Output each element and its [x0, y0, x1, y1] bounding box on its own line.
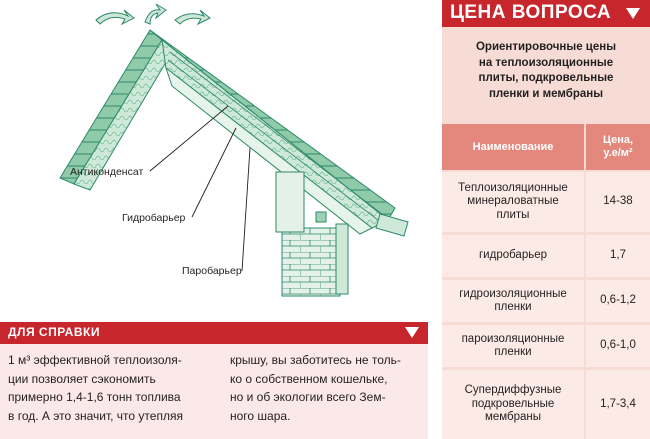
- roof-tiles-left: [60, 30, 162, 184]
- cell-line: гидроизоляционные: [459, 287, 567, 300]
- cell-line: Теплоизоляционные: [458, 181, 568, 194]
- gutter: [376, 214, 408, 236]
- header-line: Цена,: [602, 134, 634, 146]
- callout-vaporbarrier: Паробарьер: [182, 265, 242, 277]
- cell-line: пароизоляционные: [461, 332, 565, 345]
- table-header-price: [586, 124, 650, 170]
- cell-line: мембраны: [484, 411, 542, 424]
- reference-text-right: [230, 351, 422, 425]
- cell-line: пленки: [494, 346, 532, 358]
- cell-line: пленки: [494, 301, 532, 313]
- header-line: у.е/м²: [603, 147, 633, 159]
- cell-line: Супердиффузные: [464, 384, 562, 397]
- insulation-right: [162, 40, 388, 228]
- reference-line: 1 м³ эффективной теплоизоля-: [8, 353, 182, 367]
- triangle-down-icon: [626, 8, 640, 19]
- cell-line: гидробарьер: [478, 249, 548, 262]
- price-panel: [442, 0, 650, 439]
- reference-line: ции позволяет сэкономить: [8, 371, 156, 386]
- subtitle-line: Ориентировочные цены: [475, 41, 617, 53]
- ventilation-arrows: [96, 4, 210, 24]
- leader-lines: [150, 106, 250, 271]
- callout-hydrobarrier: Гидробарьер: [122, 212, 186, 224]
- table-cell-price: 1,7: [586, 235, 650, 277]
- reference-box: [0, 322, 428, 439]
- reference-text-left: [8, 351, 206, 425]
- subtitle-line: плиты, подкровельные: [478, 72, 614, 84]
- table-cell-price: 0,6-1,0: [586, 325, 650, 367]
- table-cell-price: 1,7-3,4: [586, 370, 650, 439]
- callout-anticondensate: Антиконденсат: [70, 166, 144, 178]
- table-cell-name: [442, 325, 584, 367]
- reference-line: ко о собственном кошельке,: [230, 371, 388, 386]
- table-cell-price: 0,6-1,2: [586, 280, 650, 322]
- price-title: ЦЕНА ВОПРОСА: [450, 2, 612, 23]
- table-cell-name: [442, 235, 584, 277]
- cell-line: плиты: [496, 208, 530, 221]
- roof-diagram: [0, 0, 440, 320]
- reference-line: крышу, вы заботитесь не толь-: [230, 353, 401, 367]
- subtitle-line: пленки и мембраны: [488, 87, 604, 100]
- cell-line: минераловатные: [467, 195, 559, 208]
- reference-line: примерно 1,4-1,6 тонн топлива: [8, 390, 181, 404]
- reference-title: ДЛЯ СПРАВКИ: [8, 325, 100, 339]
- table-cell-price: 14-38: [586, 172, 650, 232]
- table-header-name: Наименование: [442, 124, 584, 170]
- reference-line: но и об экологии всего Зем-: [230, 390, 386, 404]
- subtitle-line: на теплоизоляционные: [478, 56, 614, 69]
- triangle-down-icon: [405, 327, 419, 338]
- table-cell-name: [442, 370, 584, 439]
- reference-line: ного шара.: [230, 408, 291, 423]
- brick-wall: [282, 228, 340, 296]
- reference-header: [0, 322, 428, 344]
- table-cell-name: [442, 280, 584, 322]
- roof-tiles-right: [150, 30, 395, 220]
- price-subtitle: [442, 40, 650, 102]
- membrane-right: [166, 68, 372, 234]
- reference-line: в год. А это значит, что утепляя: [8, 408, 183, 423]
- price-header: [442, 0, 650, 27]
- table-cell-name: [442, 172, 584, 232]
- cell-line: подкровельные: [471, 397, 555, 410]
